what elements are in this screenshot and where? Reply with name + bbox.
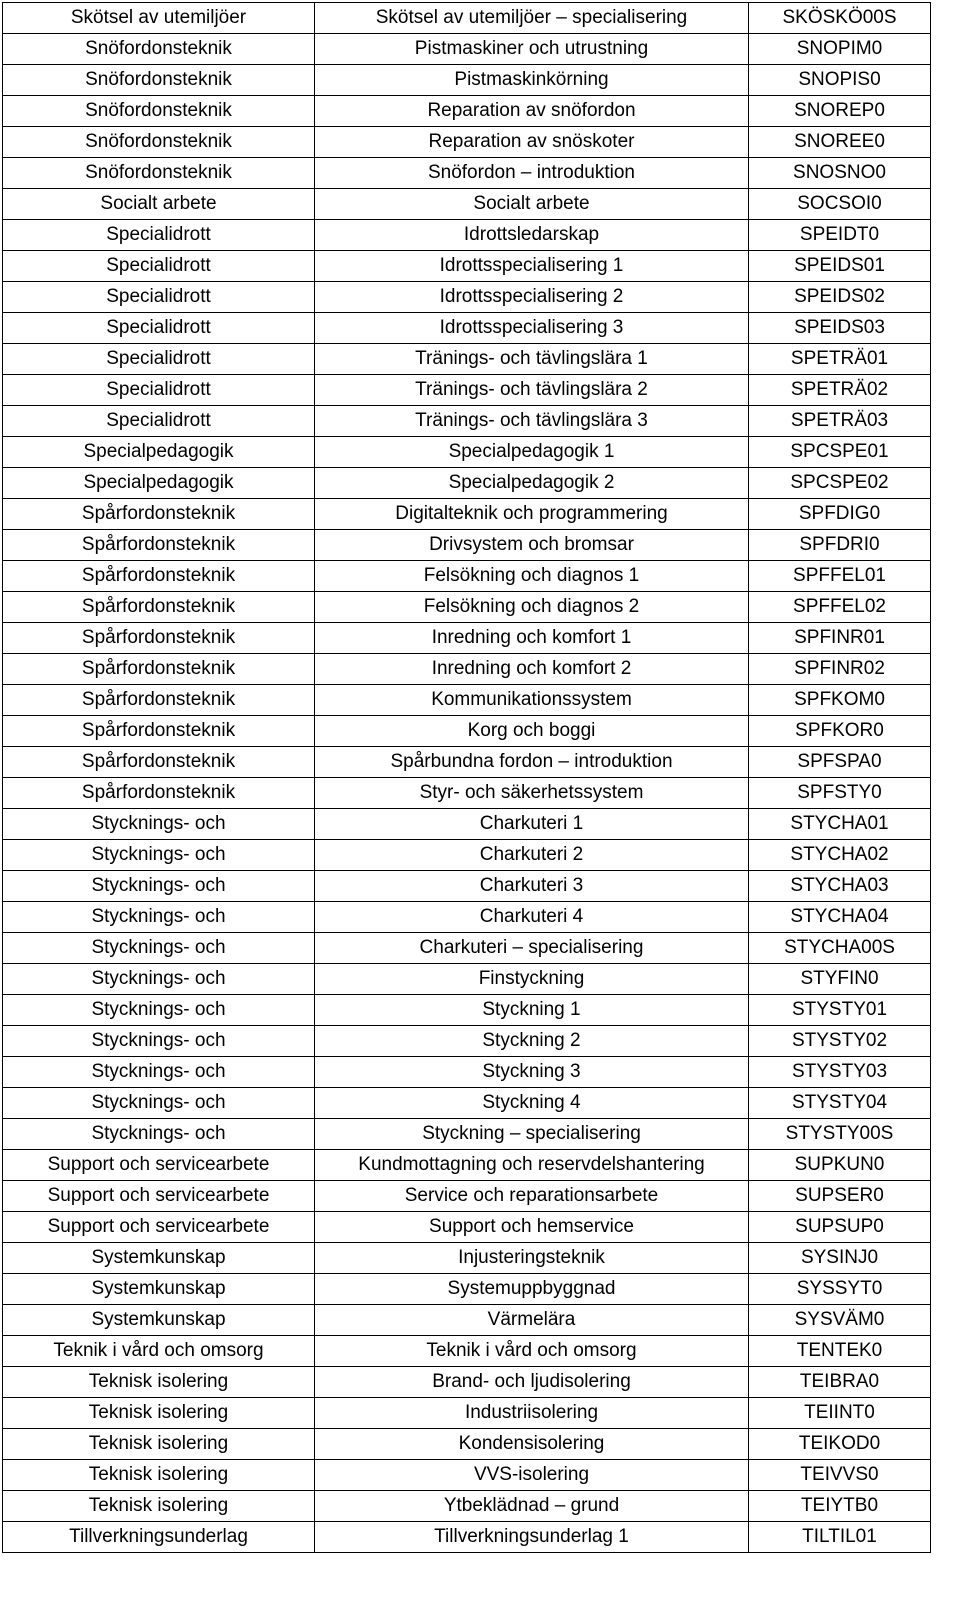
course-name-cell: Snöfordon – introduktion: [315, 158, 749, 189]
course-table-body: [3, 3, 931, 1553]
course-code-cell: STYCHA03: [749, 871, 931, 902]
course-code-cell: SPFFEL01: [749, 561, 931, 592]
course-name-cell: Drivsystem och bromsar: [315, 530, 749, 561]
course-code-cell: SNOREE0: [749, 127, 931, 158]
course-code-cell: SPFINR01: [749, 623, 931, 654]
table-row: [3, 313, 931, 344]
course-name-cell: Idrottsspecialisering 2: [315, 282, 749, 313]
course-name-cell: Idrottsledarskap: [315, 220, 749, 251]
course-code-cell: STYCHA04: [749, 902, 931, 933]
course-name-cell: Spårbundna fordon – introduktion: [315, 747, 749, 778]
subject-area-cell: Stycknings- och: [3, 1026, 315, 1057]
course-code-cell: SKÖSKÖ00S: [749, 3, 931, 34]
course-name-cell: Pistmaskiner och utrustning: [315, 34, 749, 65]
course-name-cell: Kundmottagning och reservdelshantering: [315, 1150, 749, 1181]
table-row: [3, 561, 931, 592]
subject-area-cell: Teknisk isolering: [3, 1367, 315, 1398]
subject-area-cell: Socialt arbete: [3, 189, 315, 220]
subject-area-cell: Stycknings- och: [3, 1057, 315, 1088]
course-name-cell: Socialt arbete: [315, 189, 749, 220]
subject-area-cell: Support och servicearbete: [3, 1150, 315, 1181]
table-row: [3, 1057, 931, 1088]
table-row: [3, 375, 931, 406]
course-name-cell: Finstyckning: [315, 964, 749, 995]
table-row: [3, 654, 931, 685]
course-name-cell: Styckning 1: [315, 995, 749, 1026]
course-name-cell: Styckning 4: [315, 1088, 749, 1119]
subject-area-cell: Stycknings- och: [3, 840, 315, 871]
subject-area-cell: Stycknings- och: [3, 1119, 315, 1150]
course-name-cell: Tränings- och tävlingslära 1: [315, 344, 749, 375]
course-code-cell: STYSTY04: [749, 1088, 931, 1119]
table-row: [3, 871, 931, 902]
course-code-cell: SYSSYT0: [749, 1274, 931, 1305]
subject-area-cell: Teknisk isolering: [3, 1460, 315, 1491]
course-code-cell: TEIVVS0: [749, 1460, 931, 1491]
course-name-cell: Styckning – specialisering: [315, 1119, 749, 1150]
table-row: [3, 1243, 931, 1274]
course-code-cell: STYSTY02: [749, 1026, 931, 1057]
table-row: [3, 809, 931, 840]
table-row: [3, 840, 931, 871]
course-code-cell: SPEIDS03: [749, 313, 931, 344]
subject-area-cell: Stycknings- och: [3, 809, 315, 840]
subject-area-cell: Snöfordonsteknik: [3, 127, 315, 158]
table-row: [3, 344, 931, 375]
subject-area-cell: Spårfordonsteknik: [3, 654, 315, 685]
subject-area-cell: Tillverkningsunderlag: [3, 1522, 315, 1553]
subject-area-cell: Support och servicearbete: [3, 1212, 315, 1243]
subject-area-cell: Snöfordonsteknik: [3, 158, 315, 189]
table-row: [3, 1460, 931, 1491]
course-code-cell: SYSVÄM0: [749, 1305, 931, 1336]
table-row: [3, 1119, 931, 1150]
subject-area-cell: Spårfordonsteknik: [3, 499, 315, 530]
subject-area-cell: Teknisk isolering: [3, 1429, 315, 1460]
course-name-cell: Pistmaskinkörning: [315, 65, 749, 96]
subject-area-cell: Specialpedagogik: [3, 437, 315, 468]
subject-area-cell: Stycknings- och: [3, 902, 315, 933]
course-name-cell: Kommunikationssystem: [315, 685, 749, 716]
table-row: [3, 65, 931, 96]
course-code-cell: STYFIN0: [749, 964, 931, 995]
course-code-cell: TEIINT0: [749, 1398, 931, 1429]
subject-area-cell: Skötsel av utemiljöer: [3, 3, 315, 34]
table-row: [3, 468, 931, 499]
subject-area-cell: Snöfordonsteknik: [3, 96, 315, 127]
course-name-cell: Felsökning och diagnos 2: [315, 592, 749, 623]
course-code-cell: SPFDRI0: [749, 530, 931, 561]
subject-area-cell: Specialpedagogik: [3, 468, 315, 499]
subject-area-cell: Specialidrott: [3, 251, 315, 282]
table-row: [3, 34, 931, 65]
course-code-cell: SNOPIS0: [749, 65, 931, 96]
course-name-cell: Service och reparationsarbete: [315, 1181, 749, 1212]
course-name-cell: Teknik i vård och omsorg: [315, 1336, 749, 1367]
course-code-cell: SYSINJ0: [749, 1243, 931, 1274]
course-name-cell: Charkuteri 2: [315, 840, 749, 871]
table-row: [3, 251, 931, 282]
table-row: [3, 1212, 931, 1243]
course-name-cell: Tränings- och tävlingslära 3: [315, 406, 749, 437]
course-code-cell: SPFSPA0: [749, 747, 931, 778]
subject-area-cell: Specialidrott: [3, 220, 315, 251]
table-row: [3, 158, 931, 189]
course-code-cell: SUPSER0: [749, 1181, 931, 1212]
table-row: [3, 685, 931, 716]
table-row: [3, 902, 931, 933]
course-code-cell: SPETRÄ02: [749, 375, 931, 406]
subject-area-cell: Teknisk isolering: [3, 1491, 315, 1522]
course-code-cell: SNOSNO0: [749, 158, 931, 189]
table-row: [3, 964, 931, 995]
course-name-cell: Idrottsspecialisering 3: [315, 313, 749, 344]
course-name-cell: Reparation av snöfordon: [315, 96, 749, 127]
course-table: [2, 2, 931, 1553]
course-name-cell: Styckning 2: [315, 1026, 749, 1057]
course-name-cell: Charkuteri 1: [315, 809, 749, 840]
course-name-cell: Kondensisolering: [315, 1429, 749, 1460]
course-name-cell: Idrottsspecialisering 1: [315, 251, 749, 282]
table-row: [3, 127, 931, 158]
table-row: [3, 747, 931, 778]
course-code-cell: TENTEK0: [749, 1336, 931, 1367]
course-name-cell: Tränings- och tävlingslära 2: [315, 375, 749, 406]
course-code-cell: SNOPIM0: [749, 34, 931, 65]
subject-area-cell: Spårfordonsteknik: [3, 778, 315, 809]
course-code-cell: STYCHA00S: [749, 933, 931, 964]
course-name-cell: Specialpedagogik 1: [315, 437, 749, 468]
course-name-cell: Värmelära: [315, 1305, 749, 1336]
course-name-cell: Charkuteri 3: [315, 871, 749, 902]
table-row: [3, 1336, 931, 1367]
course-name-cell: Charkuteri 4: [315, 902, 749, 933]
course-code-cell: SPEIDT0: [749, 220, 931, 251]
table-row: [3, 1274, 931, 1305]
course-code-cell: SPFFEL02: [749, 592, 931, 623]
course-name-cell: Brand- och ljudisolering: [315, 1367, 749, 1398]
subject-area-cell: Specialidrott: [3, 375, 315, 406]
course-name-cell: Injusteringsteknik: [315, 1243, 749, 1274]
course-code-cell: TEIBRA0: [749, 1367, 931, 1398]
subject-area-cell: Snöfordonsteknik: [3, 34, 315, 65]
table-row: [3, 1398, 931, 1429]
course-code-cell: SPETRÄ03: [749, 406, 931, 437]
course-code-cell: SPEIDS01: [749, 251, 931, 282]
course-name-cell: Digitalteknik och programmering: [315, 499, 749, 530]
subject-area-cell: Spårfordonsteknik: [3, 716, 315, 747]
subject-area-cell: Specialidrott: [3, 406, 315, 437]
subject-area-cell: Support och servicearbete: [3, 1181, 315, 1212]
subject-area-cell: Specialidrott: [3, 282, 315, 313]
table-row: [3, 1522, 931, 1553]
subject-area-cell: Systemkunskap: [3, 1305, 315, 1336]
course-code-cell: STYSTY03: [749, 1057, 931, 1088]
table-row: [3, 1305, 931, 1336]
course-code-cell: SOCSOI0: [749, 189, 931, 220]
subject-area-cell: Teknik i vård och omsorg: [3, 1336, 315, 1367]
table-row: [3, 1088, 931, 1119]
table-row: [3, 189, 931, 220]
subject-area-cell: Spårfordonsteknik: [3, 561, 315, 592]
table-row: [3, 623, 931, 654]
course-name-cell: Charkuteri – specialisering: [315, 933, 749, 964]
table-row: [3, 995, 931, 1026]
course-code-cell: SNOREP0: [749, 96, 931, 127]
subject-area-cell: Systemkunskap: [3, 1243, 315, 1274]
table-row: [3, 406, 931, 437]
course-code-cell: TILTIL01: [749, 1522, 931, 1553]
subject-area-cell: Snöfordonsteknik: [3, 65, 315, 96]
course-code-cell: STYSTY01: [749, 995, 931, 1026]
course-name-cell: Tillverkningsunderlag 1: [315, 1522, 749, 1553]
course-code-cell: STYCHA02: [749, 840, 931, 871]
table-row: [3, 1367, 931, 1398]
course-name-cell: Styr- och säkerhetssystem: [315, 778, 749, 809]
course-name-cell: Korg och boggi: [315, 716, 749, 747]
course-name-cell: Reparation av snöskoter: [315, 127, 749, 158]
table-row: [3, 1429, 931, 1460]
course-code-cell: SPEIDS02: [749, 282, 931, 313]
subject-area-cell: Specialidrott: [3, 344, 315, 375]
course-name-cell: Industriisolering: [315, 1398, 749, 1429]
course-name-cell: Support och hemservice: [315, 1212, 749, 1243]
subject-area-cell: Stycknings- och: [3, 1088, 315, 1119]
subject-area-cell: Stycknings- och: [3, 964, 315, 995]
course-code-cell: SUPSUP0: [749, 1212, 931, 1243]
subject-area-cell: Specialidrott: [3, 313, 315, 344]
course-code-cell: STYCHA01: [749, 809, 931, 840]
course-name-cell: Specialpedagogik 2: [315, 468, 749, 499]
course-name-cell: Felsökning och diagnos 1: [315, 561, 749, 592]
table-row: [3, 3, 931, 34]
course-name-cell: Inredning och komfort 2: [315, 654, 749, 685]
course-code-cell: SPCSPE01: [749, 437, 931, 468]
course-code-cell: STYSTY00S: [749, 1119, 931, 1150]
course-name-cell: Ytbeklädnad – grund: [315, 1491, 749, 1522]
course-code-cell: TEIKOD0: [749, 1429, 931, 1460]
table-row: [3, 778, 931, 809]
subject-area-cell: Spårfordonsteknik: [3, 530, 315, 561]
table-row: [3, 1491, 931, 1522]
table-row: [3, 530, 931, 561]
course-name-cell: VVS-isolering: [315, 1460, 749, 1491]
table-row: [3, 1150, 931, 1181]
table-row: [3, 282, 931, 313]
course-code-cell: SUPKUN0: [749, 1150, 931, 1181]
course-code-cell: SPFSTY0: [749, 778, 931, 809]
course-code-cell: SPFDIG0: [749, 499, 931, 530]
subject-area-cell: Stycknings- och: [3, 995, 315, 1026]
course-code-cell: TEIYTB0: [749, 1491, 931, 1522]
course-name-cell: Inredning och komfort 1: [315, 623, 749, 654]
table-row: [3, 933, 931, 964]
subject-area-cell: Stycknings- och: [3, 871, 315, 902]
course-name-cell: Skötsel av utemiljöer – specialisering: [315, 3, 749, 34]
course-code-cell: SPETRÄ01: [749, 344, 931, 375]
course-name-cell: Systemuppbyggnad: [315, 1274, 749, 1305]
table-row: [3, 716, 931, 747]
table-row: [3, 220, 931, 251]
course-code-cell: SPFKOM0: [749, 685, 931, 716]
course-code-cell: SPFKOR0: [749, 716, 931, 747]
table-row: [3, 499, 931, 530]
table-row: [3, 592, 931, 623]
subject-area-cell: Spårfordonsteknik: [3, 685, 315, 716]
table-row: [3, 437, 931, 468]
table-row: [3, 1181, 931, 1212]
subject-area-cell: Spårfordonsteknik: [3, 623, 315, 654]
subject-area-cell: Spårfordonsteknik: [3, 747, 315, 778]
table-row: [3, 1026, 931, 1057]
subject-area-cell: Systemkunskap: [3, 1274, 315, 1305]
subject-area-cell: Teknisk isolering: [3, 1398, 315, 1429]
subject-area-cell: Stycknings- och: [3, 933, 315, 964]
course-code-cell: SPCSPE02: [749, 468, 931, 499]
subject-area-cell: Spårfordonsteknik: [3, 592, 315, 623]
course-name-cell: Styckning 3: [315, 1057, 749, 1088]
table-row: [3, 96, 931, 127]
course-code-cell: SPFINR02: [749, 654, 931, 685]
